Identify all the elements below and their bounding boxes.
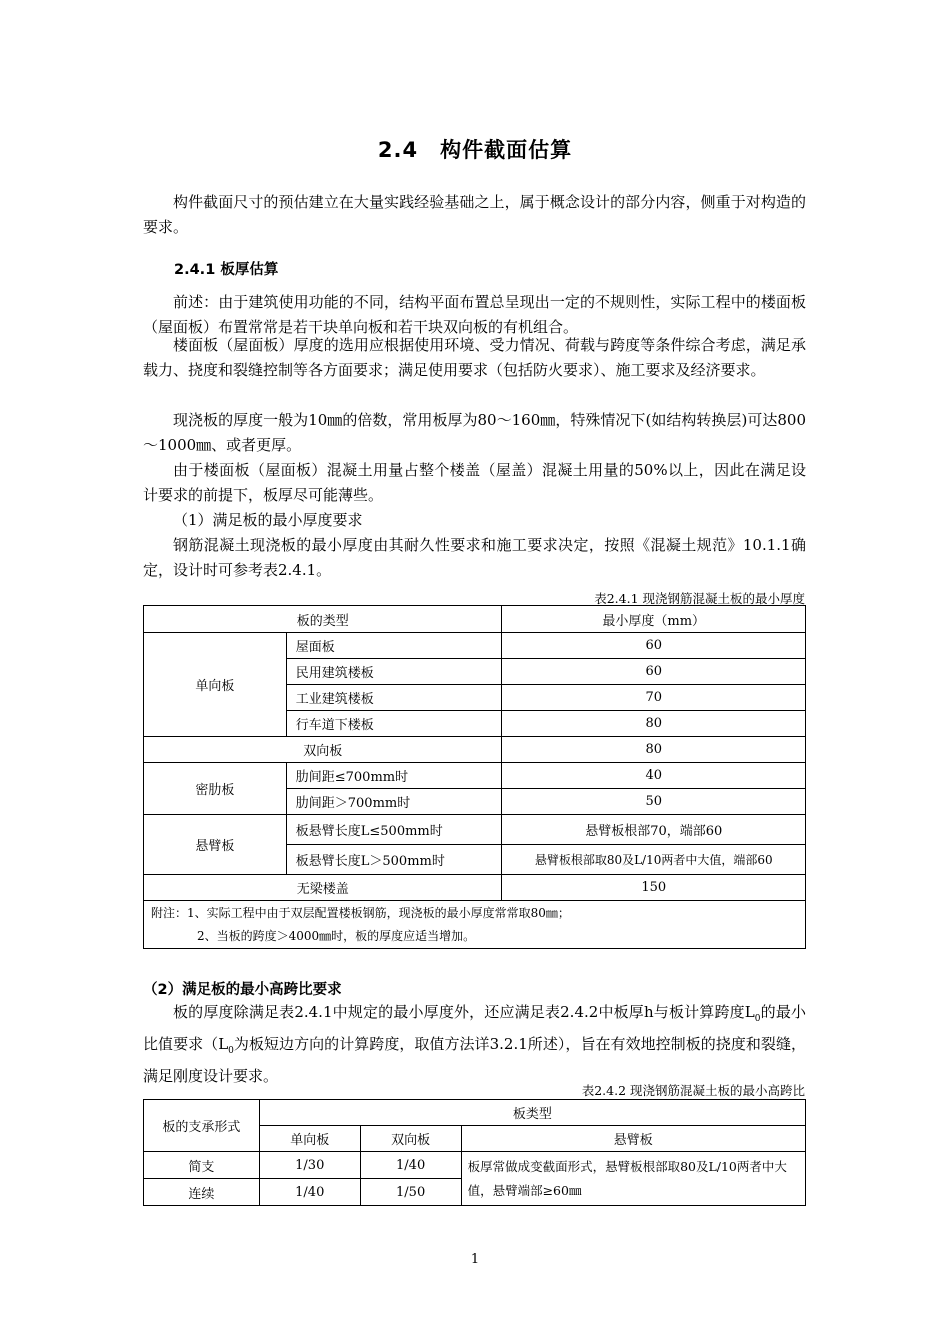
table-cell: 工业建筑楼板 bbox=[286, 685, 502, 711]
table-cell: 50 bbox=[502, 789, 806, 815]
subsection-heading-2-4-1: 2.4.1 板厚估算 bbox=[174, 262, 279, 278]
table-cell: 连续 bbox=[144, 1179, 260, 1206]
intro-paragraph: 构件截面尺寸的预估建立在大量实践经验基础之上，属于概念设计的部分内容，侧重于对构造的要求。 bbox=[143, 193, 806, 236]
paragraph-preface: 前述：由于建筑使用功能的不同，结构平面布置总呈现出一定的不规则性，实际工程中的楼面板（屋面板）布置常常是若干块单向板和若干块双向板的有机组合。 bbox=[143, 293, 806, 336]
group-cell: 单向板 bbox=[144, 633, 287, 737]
table-cell: 肋间距≤700mm时 bbox=[286, 763, 502, 789]
table-cell: 悬臂板根部取80及L/10两者中大值，端部60 bbox=[502, 845, 806, 875]
header-cell: 单向板 bbox=[259, 1126, 360, 1152]
span-ratio-table bbox=[143, 1099, 806, 1206]
paragraph-subheading-1: （1）满足板的最小厚度要求 bbox=[173, 511, 363, 529]
section-title: 2.4 构件截面估算 bbox=[377, 138, 573, 162]
table-cell: 80 bbox=[502, 737, 806, 763]
table-cell: 肋间距＞700mm时 bbox=[286, 789, 502, 815]
table-note-row bbox=[144, 901, 806, 949]
header-cell: 最小厚度（mm） bbox=[502, 606, 806, 633]
group-cell: 悬臂板 bbox=[144, 815, 287, 875]
table-row bbox=[144, 737, 806, 763]
table-row bbox=[144, 815, 806, 845]
table-cell: 1/30 bbox=[259, 1152, 360, 1179]
paragraph-cast-in-place: 现浇板的厚度一般为10㎜的倍数，常用板厚为80～160㎜，特殊情况下(如结构转换层)可达800～1000㎜、或者更厚。 bbox=[143, 411, 806, 454]
paragraph-concrete-usage: 由于楼面板（屋面板）混凝土用量占整个楼盖（屋盖）混凝土用量的50%以上，因此在满足设计要求的前提下，板厚尽可能薄些。 bbox=[143, 461, 806, 504]
header-cell: 板类型 bbox=[259, 1100, 805, 1126]
paragraph-min-thickness: 钢筋混凝土现浇板的最小厚度由其耐久性要求和施工要求决定，按照《混凝土规范》10.1.1确定，设计时可参考表2.4.1。 bbox=[143, 536, 806, 579]
table-cell: 屋面板 bbox=[286, 633, 502, 659]
table-cell: 无梁楼盖 bbox=[144, 875, 502, 901]
table-row bbox=[144, 633, 806, 659]
table-cell: 1/40 bbox=[259, 1179, 360, 1206]
table-cell: 150 bbox=[502, 875, 806, 901]
page-number: 1 bbox=[470, 1252, 480, 1267]
table-cell: 行车道下楼板 bbox=[286, 711, 502, 737]
table-cell: 板悬臂长度L≤500mm时 bbox=[286, 815, 502, 845]
table-cell: 简支 bbox=[144, 1152, 260, 1179]
group-cell: 密肋板 bbox=[144, 763, 287, 815]
table-cell: 60 bbox=[502, 659, 806, 685]
table-cell: 板厚常做成变截面形式，悬臂板根部取80及L/10两者中大值，悬臂端部≥60㎜ bbox=[461, 1152, 805, 1206]
table-note-2: 2、当板的跨度＞4000㎜时，板的厚度应适当增加。 bbox=[197, 928, 476, 943]
table-cell: 60 bbox=[502, 633, 806, 659]
table-cell: 悬臂板根部70，端部60 bbox=[502, 815, 806, 845]
header-cell: 双向板 bbox=[360, 1126, 461, 1152]
table-row bbox=[144, 875, 806, 901]
header-cell: 板的类型 bbox=[144, 606, 502, 633]
table-cell: 民用建筑楼板 bbox=[286, 659, 502, 685]
header-cell: 悬臂板 bbox=[461, 1126, 805, 1152]
table-cell: 80 bbox=[502, 711, 806, 737]
table-cell: 1/40 bbox=[360, 1152, 461, 1179]
paragraph-thickness-selection: 楼面板（屋面板）厚度的选用应根据使用环境、受力情况、荷载与跨度等条件综合考虑，满足承载力、挠度和裂缝控制等各方面要求；满足使用要求（包括防火要求）、施工要求及经济要求。 bbox=[143, 336, 806, 379]
table-caption-2-4-1: 表2.4.1 现浇钢筋混凝土板的最小厚度 bbox=[594, 591, 805, 606]
table-cell: 40 bbox=[502, 763, 806, 789]
table-caption-2-4-2: 表2.4.2 现浇钢筋混凝土板的最小高跨比 bbox=[581, 1083, 805, 1098]
subsection-heading-2: （2）满足板的最小高跨比要求 bbox=[143, 982, 342, 998]
table-row bbox=[144, 1152, 806, 1179]
table-cell: 双向板 bbox=[144, 737, 502, 763]
table-header-row bbox=[144, 606, 806, 633]
table-row bbox=[144, 763, 806, 789]
min-thickness-table bbox=[143, 605, 806, 949]
table-note-1: 附注：1、实际工程中由于双层配置楼板钢筋，现浇板的最小厚度常常取80㎜； bbox=[151, 905, 570, 920]
paragraph-span-ratio: 板的厚度除满足表2.4.1中规定的最小厚度外，还应满足表2.4.2中板厚h与板计算跨度$L_0$的最小比值要求（$L_0$为板短边方向的计算跨度，取值方法详3.2.1所述），旨在有效地控制板的挠度和裂缝，满足刚度设计要求。 bbox=[143, 1003, 806, 1085]
table-cell: 板悬臂长度L＞500mm时 bbox=[286, 845, 502, 875]
table-header-row bbox=[144, 1100, 806, 1126]
header-cell: 板的支承形式 bbox=[144, 1100, 260, 1152]
table-cell: 1/50 bbox=[360, 1179, 461, 1206]
table-cell: 70 bbox=[502, 685, 806, 711]
